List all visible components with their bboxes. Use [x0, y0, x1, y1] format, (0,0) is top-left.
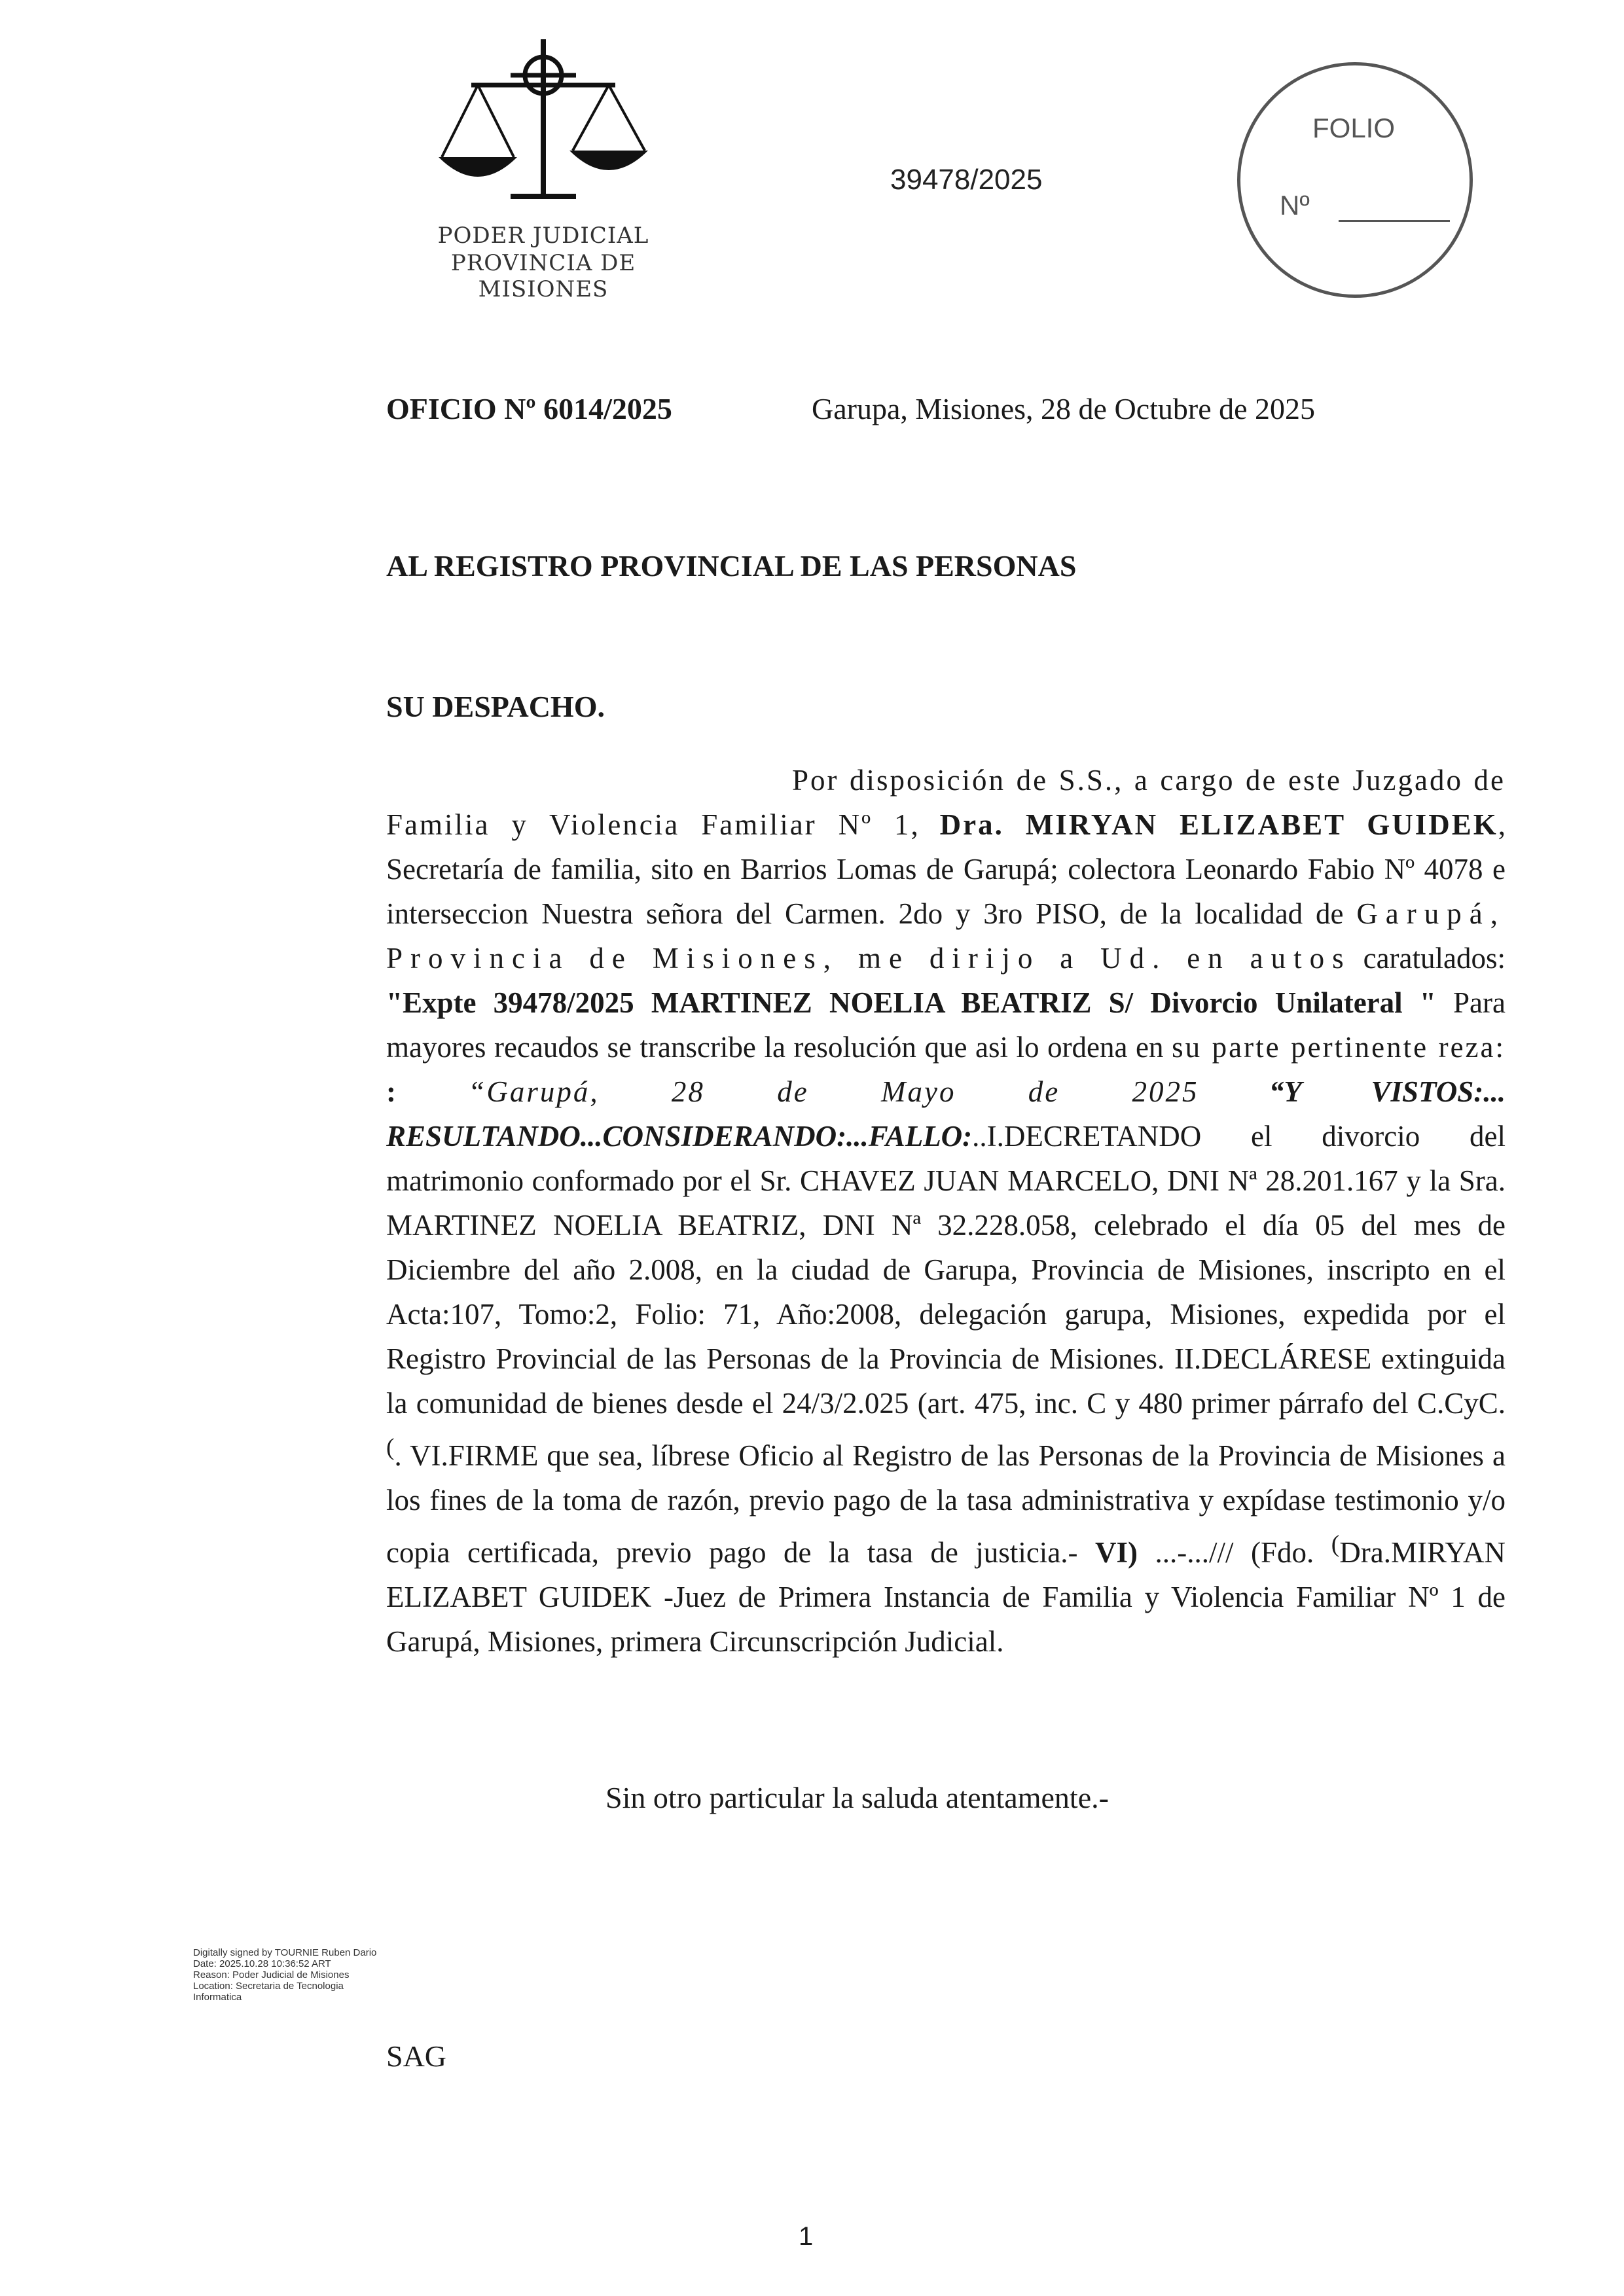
page-number: 1: [799, 2222, 814, 2251]
folio-blank-line: [1339, 220, 1450, 222]
place-date: Garupa, Misiones, 28 de Octubre de 2025: [812, 392, 1316, 425]
signature-line: Reason: Poder Judicial de Misiones: [193, 1969, 350, 1981]
body-p2: , Secretaría de familia, sito en Barrios Lomas de Garupá; colectora Leonardo Fabio Nº 4078 e interseccion Nuestra señora del Carmen. 2do y 3ro PISO, de la localidad de: [386, 808, 1506, 930]
folio-nro-label: Nº: [1280, 190, 1310, 221]
case-caption: "Expte 39478/2025 MARTINEZ NOELIA BEATRIZ S/ Divorcio Unilateral ": [386, 986, 1436, 1019]
body-p6: su parte pertinente reza:: [1172, 1031, 1506, 1064]
vistos-heading: “Y VISTOS:... RESULTANDO...CONSIDERANDO:...FALLO:: [386, 1075, 1506, 1153]
oficio-number: OFICIO Nº 6014/2025: [386, 392, 672, 425]
signature-line: Informatica: [193, 1992, 242, 2003]
poder-judicial-logo: [393, 39, 694, 302]
body-p3: Garupá, Provincia de Misiones, me dirijo a Ud. en autos: [386, 897, 1506, 975]
scales-of-justice-icon: [432, 39, 655, 216]
body-p8: . VI.FIRME que sea, líbrese Oficio al Registro de las Personas de la Provincia de Misiones a los fines de la toma de razón, previo pago de la tasa administrativa y expídase testimonio y/o copia certificada, previo pago de la tasa de justicia.-: [386, 1439, 1506, 1569]
folio-label: FOLIO: [1312, 113, 1396, 143]
body-p5: Para mayores recaudos se transcribe la resolución que asi lo ordena en: [386, 986, 1506, 1064]
body-p7: ..I.DECRETANDO el divorcio del matrimonio conformado por el Sr. CHAVEZ JUAN MARCELO, DNI Nª 28.201.167 y la Sra. MARTINEZ NOELIA BEATRIZ, DNI Nª 32.228.058, celebrado el día 05 del mes de Diciembre del año 2.008, en la ciudad de Garupa, Provincia de Misiones, inscripto en el Acta:107, Tomo:2, Folio: 71, Año:2008, delegación garupa, Misiones, expedida por el Registro Provincial de las Personas de la Provincia de Misiones. II.DECLÁRESE extinguida la comunidad de bienes desde el 24/3/2.025 (art. 475, inc. C y 480 primer párrafo del C.CyC.: [386, 1120, 1506, 1420]
signature-line: Location: Secretaria de Tecnologia: [193, 1981, 344, 1992]
logo-line2: PROVINCIA DE MISIONES: [450, 250, 636, 302]
expediente-numero: 39478/2025: [890, 164, 1043, 196]
body-p4: caratulados:: [1363, 942, 1506, 975]
judge-name: Dra. MIRYAN ELIZABET GUIDEK: [939, 808, 1498, 841]
paren-mark-2: (: [1331, 1531, 1340, 1558]
su-despacho: SU DESPACHO.: [386, 690, 605, 723]
initials: SAG: [386, 2039, 447, 2073]
folio-stamp: [1237, 62, 1473, 298]
body-paragraph: [386, 758, 1506, 1664]
body-p9: ...-.../// (Fdo.: [1138, 1536, 1331, 1569]
resolution-date: “Garupá, 28 de Mayo de 2025: [396, 1075, 1199, 1108]
signature-line: Digitally signed by TOURNIE Ruben Dario: [193, 1947, 377, 1958]
addressee: AL REGISTRO PROVINCIAL DE LAS PERSONAS: [386, 549, 1077, 583]
digital-signature: [193, 1947, 429, 2003]
body-p10: Dra.MIRYAN ELIZABET GUIDEK -Juez de Primera Instancia de Familia y Violencia Familiar Nº 1 de Garupá, Misiones, primera Circunscripción Judicial.: [386, 1536, 1506, 1658]
closing-salutation: Sin otro particular la saluda atentamente.-: [605, 1781, 1109, 1814]
logo-line1: PODER JUDICIAL: [437, 223, 649, 249]
paren-mark-1: (: [386, 1434, 395, 1461]
vi-bold: VI): [1095, 1536, 1138, 1569]
colon-bold: :: [386, 1075, 396, 1108]
signature-line: Date: 2025.10.28 10:36:52 ART: [193, 1958, 331, 1969]
body-p1: Por disposición de S.S., a cargo de este Juzgado de Familia y Violencia Familiar Nº 1,: [386, 764, 1506, 841]
